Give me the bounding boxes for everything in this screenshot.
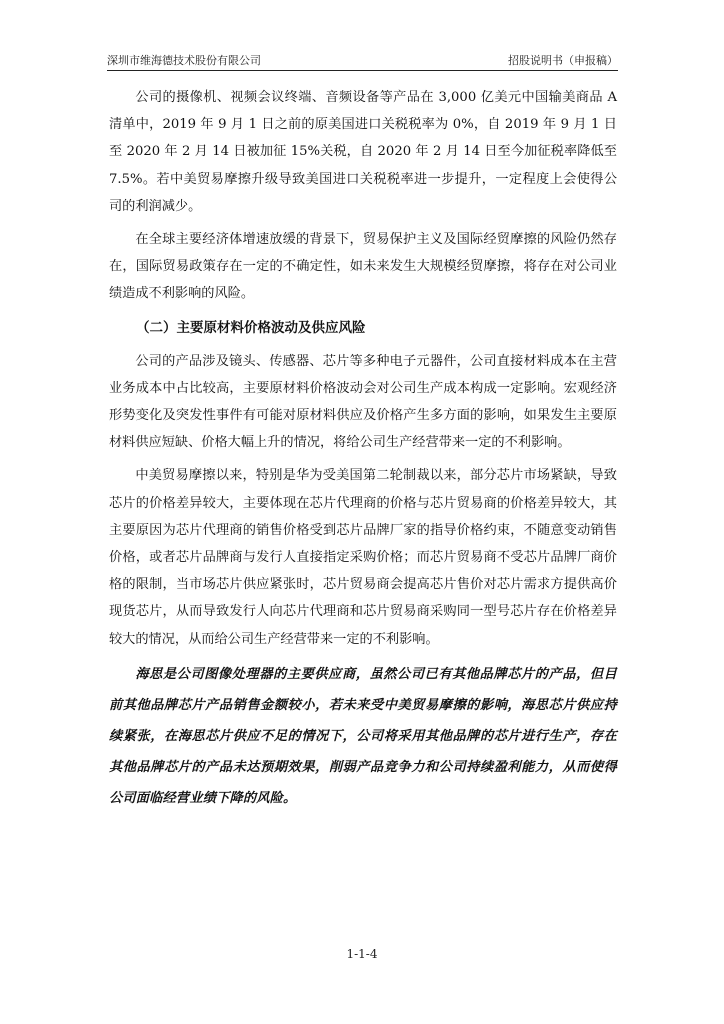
paragraph-raw-material: 公司的产品涉及镜头、传感器、芯片等多种电子元器件，公司直接材料成本在主营业务成本中占比较高，主要原材料价格波动会对公司生产成本构成一定影响。宏观经济形势变化及突发性事件有可能对原材料供应及价格产生多方面的影响，如果发生主要原材料供应短缺、价格大幅上升的情况，将给公司生产经营带来一定的不利影响。 [109, 353, 617, 451]
header-company-name: 深圳市维海德技术股份有限公司 [107, 54, 261, 67]
page-header [107, 50, 618, 71]
paragraph-hisilicon-risk: 海思是公司图像处理器的主要供应商，虽然公司已有其他品牌芯片的产品，但目前其他品牌芯片产品销售金额较小，若未来受中美贸易摩擦的影响，海思芯片供应持续紧张，在海思芯片供应不足的情况下，公司将采用其他品牌的芯片进行生产，存在其他品牌芯片的产品未达预期效果，削弱产品竞争力和公司持续盈利能力，从而使得公司面临经营业绩下降的风险。 [109, 666, 617, 806]
header-document-title: 招股说明书（申报稿） [508, 54, 618, 67]
section-heading-raw-material-risk: （二）主要原材料价格波动及供应风险 [136, 319, 366, 336]
paragraph-trade-risk: 在全球主要经济体增速放缓的背景下，贸易保护主义及国际经贸摩擦的风险仍然存在，国际贸易政策存在一定的不确定性，如未来发生大规模经贸摩擦，将存在对公司业绩造成不利影响的风险。 [109, 232, 617, 302]
paragraph-tariff: 公司的摄像机、视频会议终端、音频设备等产品在 3,000 亿美元中国输美商品 A 清单中，2019 年 9 月 1 日之前的原美国进口关税税率为 0%，自 2019 年 9 月 1 日至 2020 年 2 月 14 日被加征 15%关税，自 2020 年 2 月 14 日至今加征税率降低至 7.5%。若中美贸易摩擦升级导致美国进口关税税率进一步提升，一定程度上会使得公司的利润减少。 [109, 90, 617, 214]
paragraph-chip-pricing: 中美贸易摩擦以来，特别是华为受美国第二轮制裁以来，部分芯片市场紧缺，导致芯片的价格差异较大，主要体现在芯片代理商的价格与芯片贸易商的价格差异较大，其主要原因为芯片代理商的销售价格受到芯片品牌厂家的指导价格约束，不随意变动销售价格，或者芯片品牌商与发行人直接指定采购价格；而芯片贸易商不受芯片品牌厂商价格的限制，当市场芯片供应紧张时，芯片贸易商会提高芯片售价对芯片需求方提供高价现货芯片，从而导致发行人向芯片代理商和芯片贸易商采购同一型号芯片存在价格差异较大的情况，从而给公司生产经营带来一定的不利影响。 [109, 468, 617, 647]
page-number: 1-1-4 [346, 947, 378, 961]
page-body [109, 84, 617, 814]
